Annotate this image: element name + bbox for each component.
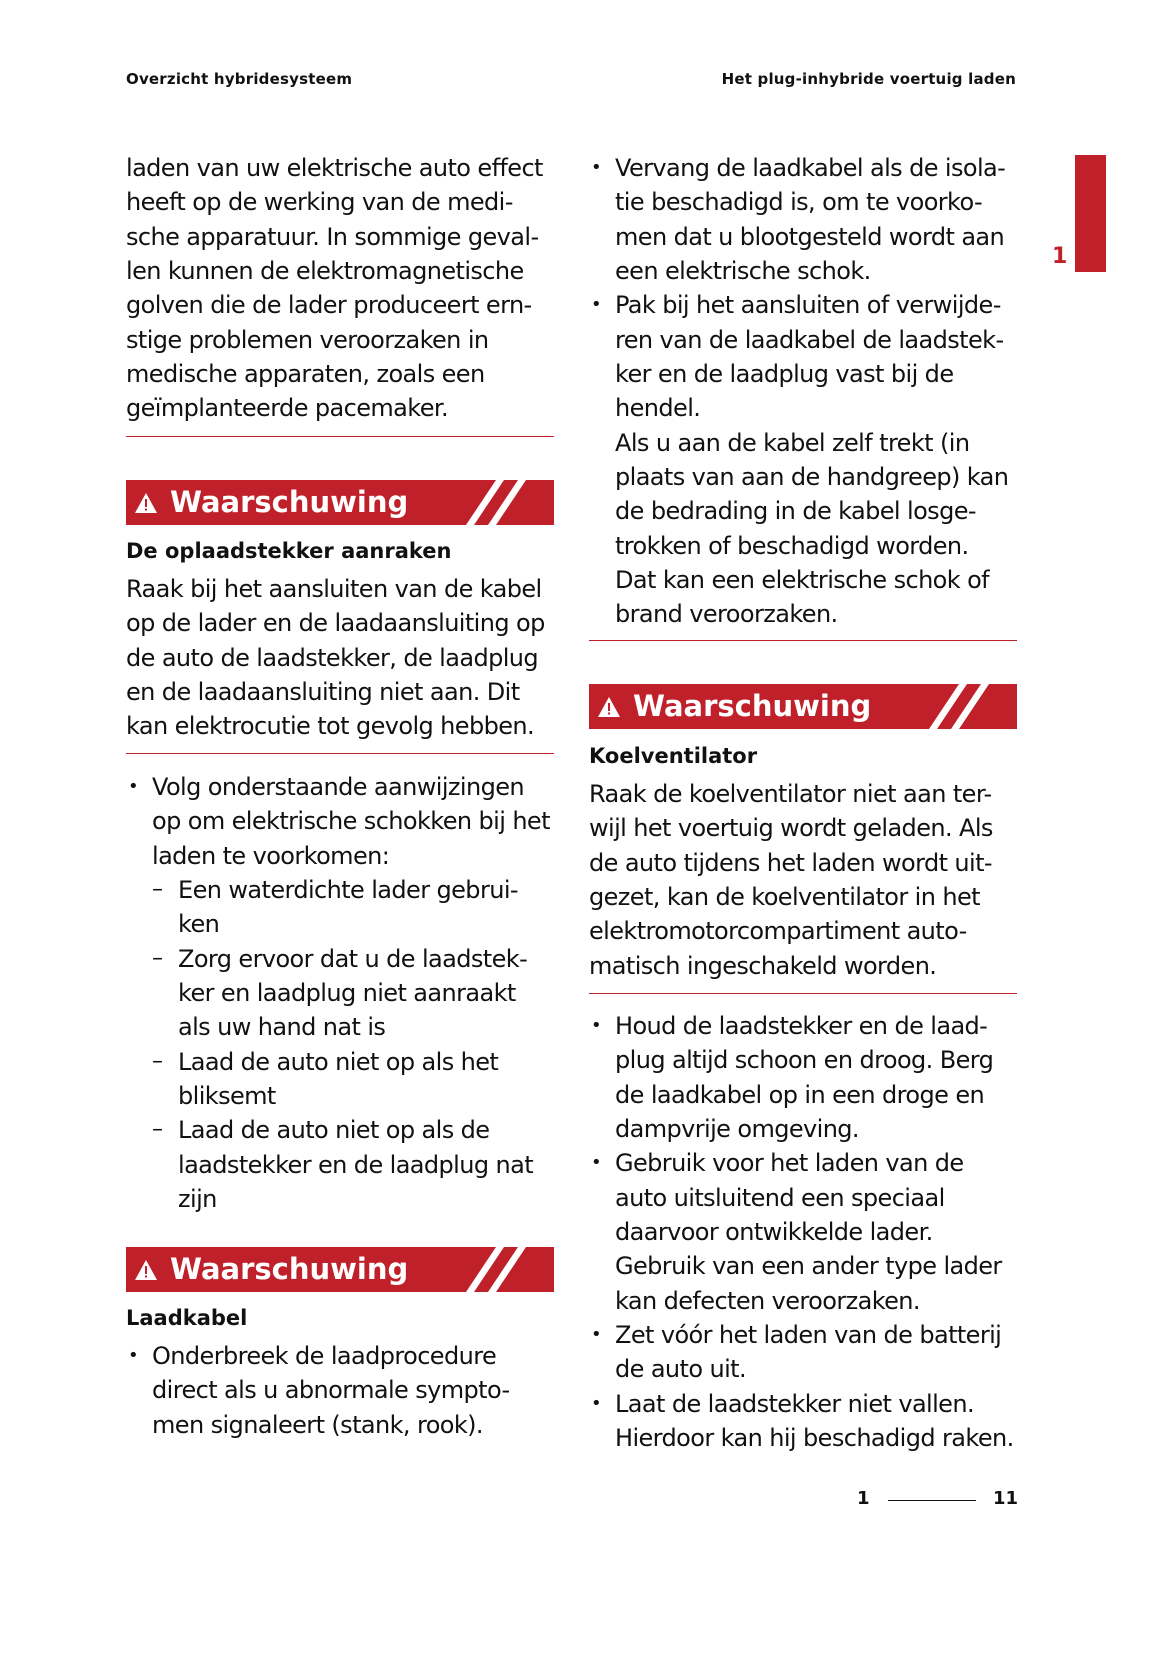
text-line: kan elektrocutie tot gevolg hebben. <box>126 712 535 741</box>
warning-label: Waarschuwing <box>170 485 409 519</box>
text-line: Houd de laadstekker en de laad- <box>615 1012 988 1040</box>
text-line: tie beschadigd is, om te voorko- <box>615 188 983 217</box>
instruction-list <box>589 1009 1017 1455</box>
text-line: Dat kan een elektrische schok of <box>615 566 990 595</box>
text-line: geïmplanteerde pacemaker. <box>126 394 448 423</box>
bullet-marker: • <box>591 157 602 178</box>
text-line: Een waterdichte lader gebrui- <box>178 876 518 905</box>
text-line: als uw hand nat is <box>178 1013 386 1042</box>
sub-list-item <box>126 873 554 942</box>
text-line: trokken of beschadigd worden. <box>615 531 969 560</box>
chapter-tab <box>1075 155 1106 272</box>
text-line: kan defecten veroorzaken. <box>615 1286 920 1315</box>
text-line: zijn <box>178 1185 217 1214</box>
text-line: laden te voorkomen: <box>152 841 390 870</box>
text-line: de auto de laadstekker, de laadplug <box>126 643 539 672</box>
text-line: op om elektrische schokken bij het <box>152 807 550 836</box>
bullet-marker: • <box>128 776 139 797</box>
text-line: Gebruik van een ander type lader <box>615 1252 1002 1281</box>
text-line: direct als u abnormale sympto- <box>152 1376 510 1405</box>
warning-text <box>589 777 1017 983</box>
instruction-list <box>126 1339 554 1442</box>
text-line: Raak de koelventilator niet aan ter- <box>589 780 992 808</box>
footer-chapter-number: 1 <box>857 1488 870 1509</box>
sub-list-item <box>126 942 554 1045</box>
list-item <box>589 1146 1017 1318</box>
bullet-marker: • <box>591 1392 602 1414</box>
text-line: men signaleert (stank, rook). <box>152 1410 483 1439</box>
text-line: Pak bij het aansluiten of verwijde- <box>615 291 1001 320</box>
text-line: auto uitsluitend een speciaal <box>615 1183 945 1212</box>
text-line: daarvoor ontwikkelde lader. <box>615 1218 933 1247</box>
dash-marker: – <box>152 945 163 971</box>
text-line: Zet vóór het laden van de batterij <box>615 1321 1002 1350</box>
bullet-marker: • <box>591 1152 602 1174</box>
bullet-marker: • <box>591 294 602 316</box>
text-line: Vervang de laadkabel als de isola- <box>615 154 1006 182</box>
text-line: Als u aan de kabel zelf trekt (in <box>615 428 970 457</box>
text-line: ker en laadplug niet aanraakt <box>178 979 516 1008</box>
text-line: de bedrading in de kabel losge- <box>615 497 976 526</box>
text-line: laadstekker en de laadplug nat <box>178 1150 534 1179</box>
warning-triangle-icon <box>597 696 621 718</box>
warning-banner <box>126 480 554 525</box>
list-item <box>589 288 1017 631</box>
text-line: brand veroorzaken. <box>615 600 838 629</box>
list-item <box>126 1339 554 1442</box>
text-line: de laadkabel op in een droge en <box>615 1080 985 1109</box>
warning-heading: Koelventilator <box>589 744 758 768</box>
warning-heading: Laadkabel <box>126 1306 248 1330</box>
text-line: Zorg ervoor dat u de laadstek- <box>178 944 528 973</box>
warning-text <box>126 572 554 744</box>
list-item <box>589 1387 1017 1456</box>
text-line: gezet, kan de koelventilator in het <box>589 883 980 912</box>
text-line: matisch ingeschakeld worden. <box>589 951 937 980</box>
list-item <box>589 1318 1017 1387</box>
text-line: laden van uw elektrische auto effect <box>126 154 543 182</box>
warning-banner <box>126 1247 554 1292</box>
text-line: sche apparatuur. In sommige geval- <box>126 222 539 251</box>
text-line: op de lader en de laadaansluiting op <box>126 609 545 638</box>
text-line: wijl het voertuig wordt geladen. Als <box>589 814 993 843</box>
warning-heading: De oplaadstekker aanraken <box>126 539 452 563</box>
list-item <box>589 151 1017 288</box>
divider <box>126 753 554 754</box>
text-line: men dat u blootgesteld wordt aan <box>615 222 1005 251</box>
text-line: bliksemt <box>178 1082 276 1111</box>
right-column <box>589 0 1017 1654</box>
dash-marker: – <box>152 877 163 903</box>
warning-banner <box>589 684 1017 729</box>
text-line: medische apparaten, zoals een <box>126 360 485 389</box>
sub-list-item <box>126 1113 554 1216</box>
instruction-list <box>126 770 554 1216</box>
text-line: ren van de laadkabel de laadstek- <box>615 325 1004 354</box>
left-column <box>126 0 554 1654</box>
text-line: Laad de auto niet op als de <box>178 1116 490 1145</box>
text-line: Hierdoor kan hij beschadigd raken. <box>615 1424 1014 1453</box>
text-line: Onderbreek de laadprocedure <box>152 1342 497 1370</box>
text-line: stige problemen veroorzaken in <box>126 325 489 354</box>
chapter-tab-number: 1 <box>1052 244 1068 269</box>
text-line: Gebruik voor het laden van de <box>615 1149 964 1178</box>
warning-label: Waarschuwing <box>170 1252 409 1286</box>
dash-marker: – <box>152 1048 163 1074</box>
text-line: ken <box>178 910 220 939</box>
header-chapter-title: Het plug-inhybride voertuig laden <box>721 70 1016 88</box>
text-line: plaats van aan de handgreep) kan <box>615 463 1009 492</box>
sub-list-item <box>126 1045 554 1114</box>
text-line: en de laadaansluiting niet aan. Dit <box>126 678 520 707</box>
header-section-title: Overzicht hybridesysteem <box>126 70 353 88</box>
text-line: elektromotorcompartiment auto- <box>589 917 967 946</box>
footer-rule <box>888 1500 976 1501</box>
warning-triangle-icon <box>134 492 158 514</box>
list-item <box>126 770 554 873</box>
text-line: plug altijd schoon en droog. Berg <box>615 1046 994 1075</box>
text-line: Volg onderstaande aanwijzingen <box>152 773 524 801</box>
bullet-marker: • <box>128 1345 139 1366</box>
warning-triangle-icon <box>134 1259 158 1281</box>
divider <box>589 640 1017 641</box>
text-line: Laad de auto niet op als het <box>178 1047 499 1076</box>
list-item <box>589 1009 1017 1146</box>
text-line: de auto tijdens het laden wordt uit- <box>589 848 992 877</box>
text-line: len kunnen de elektromagnetische <box>126 257 524 286</box>
text-line: Raak bij het aansluiten van de kabel <box>126 575 542 603</box>
divider <box>126 436 554 437</box>
dash-marker: – <box>152 1117 163 1143</box>
warning-label: Waarschuwing <box>633 689 872 723</box>
text-line: hendel. <box>615 394 701 423</box>
text-line: Laat de laadstekker niet vallen. <box>615 1389 974 1418</box>
text-line: ker en de laadplug vast bij de <box>615 360 954 389</box>
text-line: dampvrije omgeving. <box>615 1115 859 1144</box>
bullet-marker: • <box>591 1324 602 1346</box>
text-line: heeft op de werking van de medi- <box>126 188 513 217</box>
text-line: golven die de lader produceert ern- <box>126 291 532 320</box>
intro-paragraph <box>126 151 554 426</box>
bullet-marker: • <box>591 1015 602 1036</box>
instruction-list <box>589 151 1017 632</box>
divider <box>589 993 1017 994</box>
text-line: de auto uit. <box>615 1355 746 1384</box>
text-line: een elektrische schok. <box>615 257 871 286</box>
footer-page-number: 11 <box>993 1488 1019 1509</box>
